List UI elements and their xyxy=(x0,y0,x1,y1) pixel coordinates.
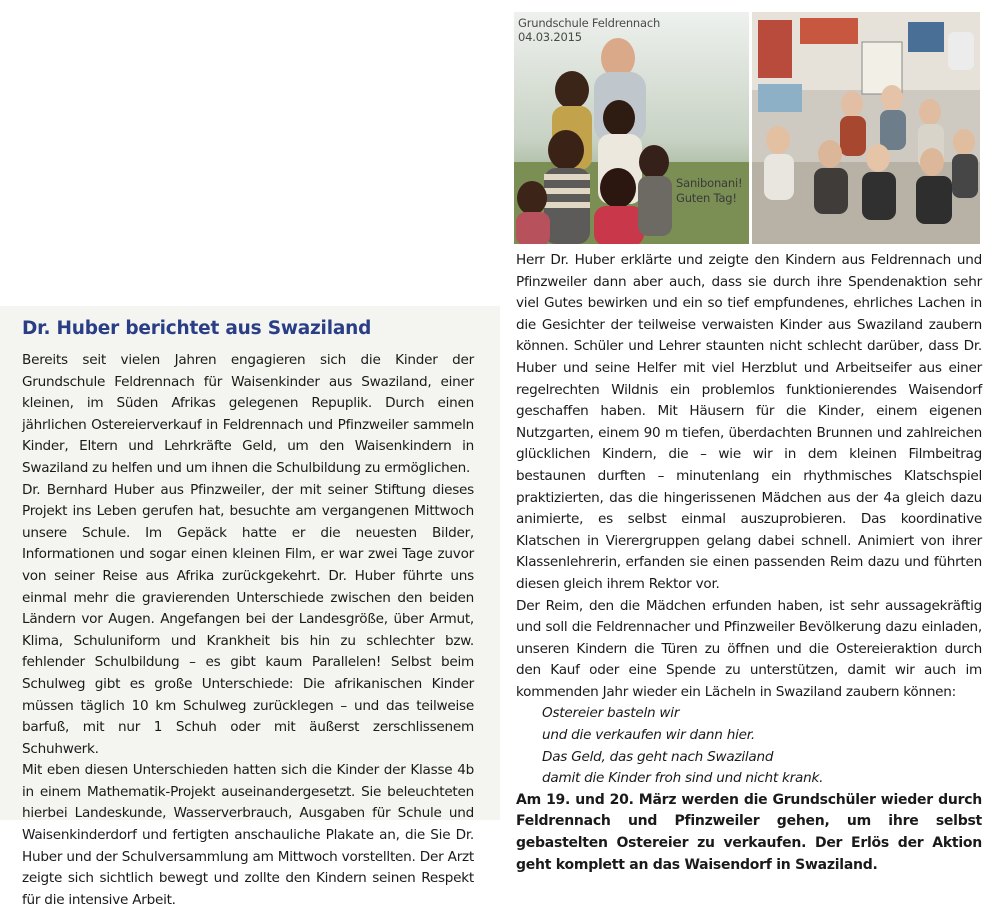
article-left-column xyxy=(22,350,474,911)
left-paragraph-1: Bereits seit vielen Jahren engagieren sich die Kinder der Grundschule Feldrennach für Waisenkinder aus Swaziland, einer kleinen, im Süden Afrikas gelegenen Repuplik. Durch einen jährlichen Ostereierverkauf in Feldrennach und Pfinzweiler sammeln Kinder, Eltern und Lehrkräfte Geld, um den Waisenkindern in Swaziland zu helfen und um ihnen die Schulbildung zu ermöglichen. xyxy=(22,352,474,476)
caption-school-name: Grundschule Feldrennach xyxy=(518,16,661,30)
photo-caption-school xyxy=(518,16,660,44)
rhyme-block xyxy=(542,703,982,789)
photo-swaziland-children xyxy=(514,12,749,244)
rhyme-line: damit die Kinder froh sind und nicht krank. xyxy=(542,770,824,787)
left-paragraph-2: Dr. Bernhard Huber aus Pfinzweiler, der mit seiner Stiftung dieses Projekt ins Leben gerufen hat, besuchte am vergangenen Mittwoch unsere Schule. Im Gepäck hatte er die neuesten Bilder, Informationen und sogar einen kleinen Film, er war zwei Tage zuvor von seiner Reise aus Afrika zurückgekehrt. Dr. Huber führte uns einmal mehr die gravierenden Unterschiede zwischen den beiden Ländern vor Augen. Angefangen bei der Landesgröße, über Armut, Klima, Schuluniform und Krankheit bis hin zu schlechter bzw. fehlender Schulbildung – es gibt kaum Parallelen! Selbst beim Schulweg gibt es große Unterschiede: Die afrikanischen Kinder müssen täglich 10 km Schulweg zurücklegen – und das teilweise barfuß, mit nur 1 Schuh oder mit äußerst zerschlissenem Schuhwerk. xyxy=(22,481,474,757)
caption-greeting-line-1: Sanibonani! xyxy=(676,176,743,190)
caption-greeting-line-2: Guten Tag! xyxy=(676,191,737,205)
left-paragraph-3: Mit eben diesen Unterschieden hatten sich die Kinder der Klasse 4b in einem Mathematik-Projekt auseinandergesetzt. Sie beleuchteten hierbei Landeskunde, Wasserverbrauch, Ausgaben für Schule und Waisenkinderdorf und fertigten anschauliche Plakate an, die Sie Dr. Huber und der Schulversammlung am Mittwoch vorstellten. Der Arzt zeigte sich sichtlich bewegt und zollte den Kindern seinen Respekt für die intensive Arbeit. xyxy=(22,762,474,908)
photo-classroom-pupils xyxy=(752,12,980,244)
article-headline: Dr. Huber berichtet aus Swaziland xyxy=(22,318,372,339)
rhyme-line: Ostereier basteln wir xyxy=(542,705,680,722)
rhyme-line: und die verkaufen wir dann hier. xyxy=(542,727,755,744)
right-paragraph-1: Herr Dr. Huber erklärte und zeigte den Kindern aus Feldrennach und Pfinzweiler dann aber auch, dass sie durch ihre Spendenaktion sehr viel Gutes bewirken und ein so tief empfundenes, ehrliches Lachen in die Gesichter der teilweise verwaisten Kinder aus Swaziland zaubern können. Schüler und Lehrer staunten nicht schlecht darüber, dass Dr. Huber und seine Helfer mit viel Herzblut und Arbeitseifer aus einer regelrechten Wildnis ein problemlos funktionierendes Waisendorf geschaffen haben. Mit Häusern für die Kinder, einem eigenen Nutzgarten, einem 90 m tiefen, überdachten Brunnen und zahlreichen glücklichen Kindern, die – wie wir in dem kleinen Filmbeitrag bestaunen durften – minutenlang ein rhythmisches Klatschspiel praktizierten, das die hingerissenen Mädchen aus der 4a gleich dazu animierte, es selbst einmal auszuprobieren. Das koordinative Klatschen in Vierergruppen gelang dabei schnell. Animiert von ihrer Klassenlehrerin, erfanden sie einen passenden Reim dazu und führten diesen gleich ihrem Rektor vor. xyxy=(516,252,982,592)
rhyme-line: Das Geld, das geht nach Swaziland xyxy=(542,748,774,765)
article-right-column xyxy=(516,250,982,876)
caption-date: 04.03.2015 xyxy=(518,30,582,44)
photo-caption-greeting xyxy=(676,176,742,206)
children-photo-illustration xyxy=(514,12,749,244)
closing-announcement: Am 19. und 20. März werden die Grundschüler wieder durch Feldrennach und Pfinzweiler gehen, um ihre selbst gebastelten Ostereier zu verkaufen. Der Erlös der Aktion geht komplett an das Waisendorf in Swaziland. xyxy=(516,791,982,873)
classroom-photo-illustration xyxy=(752,12,980,244)
right-paragraph-2: Der Reim, den die Mädchen erfunden haben, ist sehr aussagekräftig und soll die Feldrennacher und Pfinzweiler Bevölkerung dazu einladen, unseren Kindern die Türen zu öffnen und die Ostereieraktion durch den Kauf oder eine Spende zu unterstützen, damit wir auch im kommenden Jahr wieder ein Lächeln in Swaziland zaubern können: xyxy=(516,597,982,700)
